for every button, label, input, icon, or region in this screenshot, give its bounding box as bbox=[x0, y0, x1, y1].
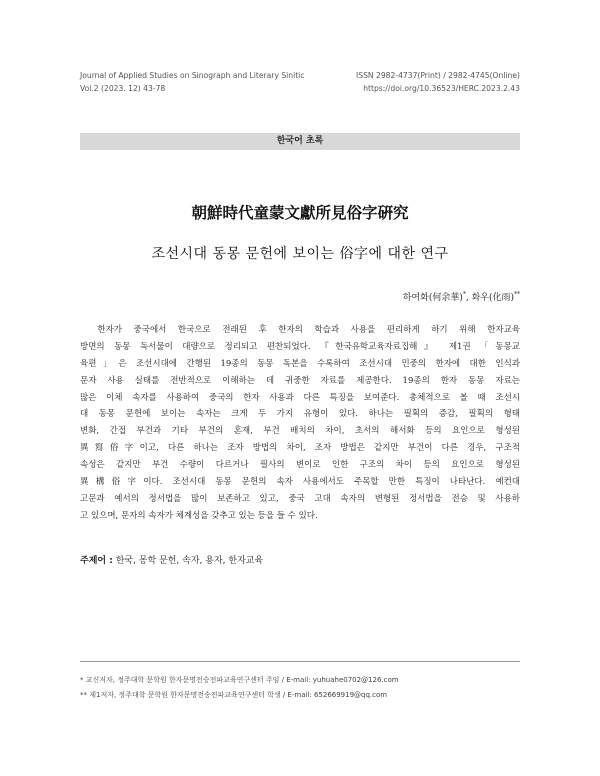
title-chinese: 朝鮮時代童蒙文獻所見俗字硏究 bbox=[191, 203, 409, 222]
abstract-line: 많은 이체 속자를 사용하여 중국의 한자 사용과 다른 특징을 보여준다. 총체적으로 볼 때 조선시 bbox=[80, 392, 520, 403]
journal-volume: Vol.2 (2023. 12) 43-78 bbox=[80, 83, 166, 93]
footnote-corresponding-author: * 교신저자, 정주대학 문학원 한자문명전승전파교육연구센터 주임 / E-mail: yuhuahe0702@126.com bbox=[80, 676, 399, 684]
abstract-line: 문자 사용 실태를 전반적으로 이해하는 데 귀중한 자료를 제공한다. 19종의 한자 동몽 자료는 bbox=[80, 375, 520, 386]
footnote-divider bbox=[80, 661, 520, 662]
abstract-line: 속성은 같지만 부건 수량이 다르거나 필사의 변이로 인한 구조의 차이 등의 요인으로 형성된 bbox=[80, 460, 520, 471]
title-korean: 조선시대 동몽 문헌에 보이는 俗字에 대한 연구 bbox=[151, 246, 449, 262]
journal-name: Journal of Applied Studies on Sinograph and Literary Sinitic bbox=[80, 71, 305, 80]
abstract-line: 異構俗字이다. 조선시대 동몽 문헌의 속자 사용에서도 주목할 만한 특징이 나타난다. 예컨대 bbox=[80, 477, 520, 488]
abstract-body bbox=[80, 322, 520, 525]
abstract-line: 한자가 중국에서 한국으로 전래된 후 한자의 학습과 사용을 편리하게 하기 위해 한자교육 bbox=[80, 325, 520, 335]
keywords-text: 한국, 몽학 문헌, 속자, 용자, 한자교육 bbox=[112, 556, 264, 566]
keywords-label: 주제어 : bbox=[80, 556, 113, 566]
issn: ISSN 2982-4737(Print) / 2982-4745(Online) bbox=[356, 71, 520, 80]
abstract-line: 변화, 간접 부건과 기타 부건의 혼재, 부건 배치의 차이, 초서의 해서화 등의 요인으로 형성된 bbox=[80, 426, 520, 437]
abstract-line: 고문과 예서의 정서법을 많이 보존하고 있고, 중국 고대 속자의 변형된 정서법을 전승 및 사용하 bbox=[80, 493, 520, 504]
author-2-mark: ** bbox=[514, 291, 520, 298]
abstract-line: 방면의 동몽 독서물이 대량으로 정리되고 편찬되었다. 『한국유학교육자료집해』 제1권 「동몽교 bbox=[80, 341, 520, 352]
author-separator: , bbox=[465, 293, 472, 303]
author-1: 하여화(何余華) bbox=[402, 293, 463, 303]
journal-header bbox=[80, 70, 304, 95]
abstract-line: 異寫俗字이고, 다른 하나는 조자 방법의 차이, 조자 방법은 같지만 부건이 다른 경우, 구조적 bbox=[80, 443, 520, 454]
section-banner: 한국어 초록 bbox=[80, 133, 520, 150]
issn-header bbox=[356, 70, 520, 95]
footnote-first-author: ** 제1저자, 정주대학 문학원 한자문명전승전파교육연구센터 학생 / E-mail: 652669919@qq.com bbox=[80, 691, 388, 699]
author-1-mark: * bbox=[462, 291, 466, 298]
keywords bbox=[80, 553, 263, 566]
abstract-line: 대 동몽 문헌에 보이는 속자는 크게 두 가지 유형이 있다. 하나는 필획의 증감, 필획의 형태 bbox=[80, 409, 520, 420]
author-line bbox=[403, 290, 520, 303]
abstract-line: 육편」은 조선시대에 간행된 19종의 동몽 독본을 수록하여 조선시대 민중의 한자에 대한 인식과 bbox=[80, 358, 520, 369]
abstract-line: 고 있으며, 문자의 속자가 체계성을 갖추고 있는 등을 들 수 있다. bbox=[80, 510, 318, 521]
author-2: 화우(化雨) bbox=[471, 293, 514, 303]
doi-link[interactable]: https://doi.org/10.36523/HERC.2023.2.43 bbox=[363, 83, 520, 93]
